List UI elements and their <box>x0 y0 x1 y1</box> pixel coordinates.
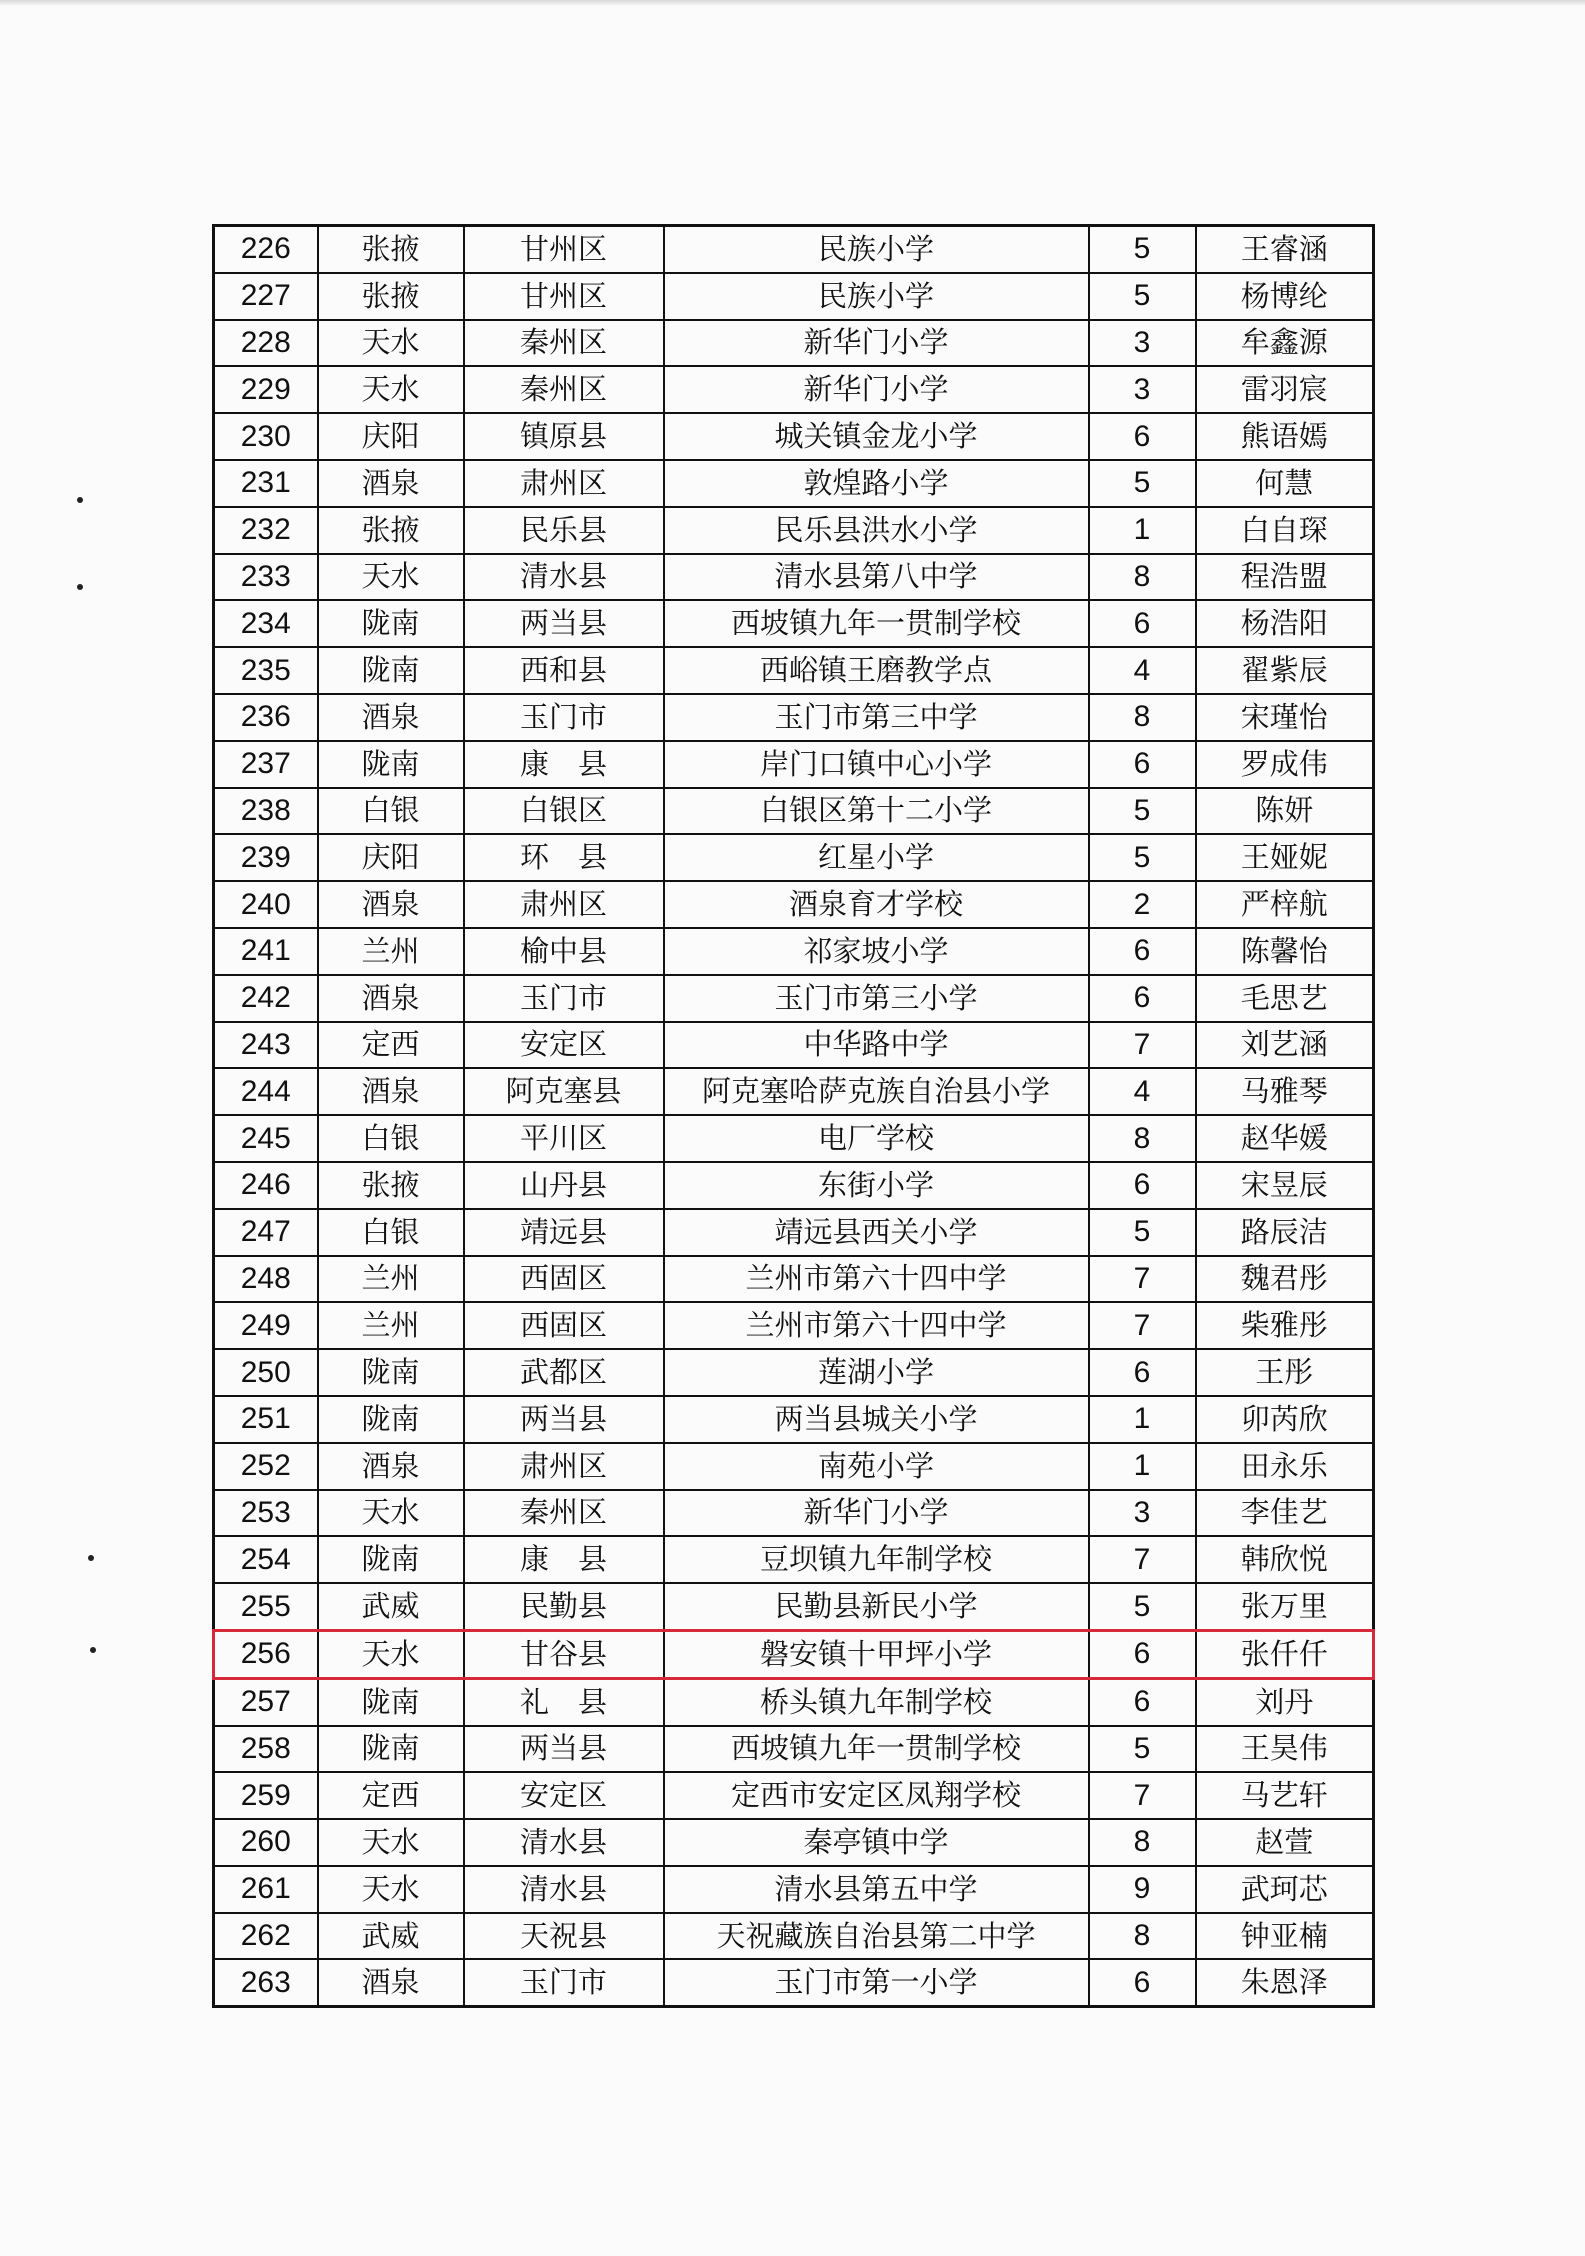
scan-speck <box>77 497 83 503</box>
school-cell: 西坡镇九年一贯制学校 <box>664 1726 1089 1773</box>
grade-cell: 8 <box>1089 1913 1196 1960</box>
row-number: 240 <box>214 881 318 928</box>
row-number: 251 <box>214 1396 318 1443</box>
school-cell: 秦亭镇中学 <box>664 1819 1089 1866</box>
school-cell: 桥头镇九年制学校 <box>664 1678 1089 1725</box>
school-cell: 定西市安定区凤翔学校 <box>664 1772 1089 1819</box>
school-cell: 天祝藏族自治县第二中学 <box>664 1913 1089 1960</box>
district-cell: 天祝县 <box>464 1913 664 1960</box>
student-name-cell: 杨博纶 <box>1196 273 1374 320</box>
student-name-cell: 严梓航 <box>1196 881 1374 928</box>
district-cell: 武都区 <box>464 1349 664 1396</box>
table-row <box>214 1162 1374 1209</box>
table-row <box>214 1726 1374 1773</box>
school-cell: 清水县第五中学 <box>664 1866 1089 1913</box>
student-name-cell: 翟紫辰 <box>1196 647 1374 694</box>
student-name-cell: 陈妍 <box>1196 788 1374 835</box>
row-number: 256 <box>214 1630 318 1678</box>
student-name-cell: 王睿涵 <box>1196 226 1374 273</box>
city-cell: 定西 <box>318 1022 464 1069</box>
school-cell: 电厂学校 <box>664 1115 1089 1162</box>
student-name-cell: 韩欣悦 <box>1196 1536 1374 1583</box>
table-row <box>214 366 1374 413</box>
scan-speck <box>88 1555 94 1561</box>
school-cell: 新华门小学 <box>664 320 1089 367</box>
school-cell: 兰州市第六十四中学 <box>664 1302 1089 1349</box>
city-cell: 天水 <box>318 1866 464 1913</box>
grade-cell: 7 <box>1089 1302 1196 1349</box>
row-number: 233 <box>214 554 318 601</box>
row-number: 260 <box>214 1819 318 1866</box>
grade-cell: 5 <box>1089 460 1196 507</box>
district-cell: 山丹县 <box>464 1162 664 1209</box>
student-name-cell: 武珂芯 <box>1196 1866 1374 1913</box>
district-cell: 西固区 <box>464 1302 664 1349</box>
student-name-cell: 王娅妮 <box>1196 834 1374 881</box>
district-cell: 玉门市 <box>464 694 664 741</box>
row-number: 235 <box>214 647 318 694</box>
student-name-cell: 马雅琴 <box>1196 1068 1374 1115</box>
city-cell: 酒泉 <box>318 1959 464 2006</box>
student-name-cell: 王昊伟 <box>1196 1726 1374 1773</box>
city-cell: 酒泉 <box>318 881 464 928</box>
student-name-cell: 刘丹 <box>1196 1678 1374 1725</box>
city-cell: 酒泉 <box>318 975 464 1022</box>
school-cell: 阿克塞哈萨克族自治县小学 <box>664 1068 1089 1115</box>
district-cell: 阿克塞县 <box>464 1068 664 1115</box>
city-cell: 白银 <box>318 788 464 835</box>
table-row <box>214 226 1374 273</box>
school-cell: 新华门小学 <box>664 366 1089 413</box>
table-row <box>214 1490 1374 1537</box>
grade-cell: 7 <box>1089 1256 1196 1303</box>
scan-speck <box>90 1647 96 1653</box>
city-cell: 陇南 <box>318 1396 464 1443</box>
school-cell: 民族小学 <box>664 273 1089 320</box>
city-cell: 兰州 <box>318 1302 464 1349</box>
table-row <box>214 1630 1374 1678</box>
table-row <box>214 741 1374 788</box>
row-number: 246 <box>214 1162 318 1209</box>
city-cell: 酒泉 <box>318 1068 464 1115</box>
school-cell: 中华路中学 <box>664 1022 1089 1069</box>
row-number: 262 <box>214 1913 318 1960</box>
city-cell: 白银 <box>318 1209 464 1256</box>
grade-cell: 3 <box>1089 1490 1196 1537</box>
school-cell: 莲湖小学 <box>664 1349 1089 1396</box>
student-name-cell: 赵萱 <box>1196 1819 1374 1866</box>
row-number: 261 <box>214 1866 318 1913</box>
school-cell: 东街小学 <box>664 1162 1089 1209</box>
city-cell: 兰州 <box>318 1256 464 1303</box>
roster-body <box>214 226 1374 2007</box>
city-cell: 陇南 <box>318 741 464 788</box>
row-number: 255 <box>214 1583 318 1630</box>
school-cell: 西坡镇九年一贯制学校 <box>664 600 1089 647</box>
grade-cell: 6 <box>1089 1959 1196 2006</box>
table-row <box>214 1536 1374 1583</box>
row-number: 237 <box>214 741 318 788</box>
city-cell: 天水 <box>318 1819 464 1866</box>
district-cell: 环 县 <box>464 834 664 881</box>
district-cell: 靖远县 <box>464 1209 664 1256</box>
city-cell: 陇南 <box>318 1726 464 1773</box>
school-cell: 两当县城关小学 <box>664 1396 1089 1443</box>
student-name-cell: 宋瑾怡 <box>1196 694 1374 741</box>
grade-cell: 6 <box>1089 413 1196 460</box>
district-cell: 肃州区 <box>464 1443 664 1490</box>
student-name-cell: 魏君彤 <box>1196 1256 1374 1303</box>
school-cell: 靖远县西关小学 <box>664 1209 1089 1256</box>
roster-table <box>212 224 1375 2008</box>
district-cell: 安定区 <box>464 1022 664 1069</box>
district-cell: 安定区 <box>464 1772 664 1819</box>
row-number: 249 <box>214 1302 318 1349</box>
school-cell: 玉门市第一小学 <box>664 1959 1089 2006</box>
district-cell: 榆中县 <box>464 928 664 975</box>
scan-speck <box>77 584 83 590</box>
table-row <box>214 1256 1374 1303</box>
row-number: 254 <box>214 1536 318 1583</box>
grade-cell: 9 <box>1089 1866 1196 1913</box>
row-number: 245 <box>214 1115 318 1162</box>
grade-cell: 5 <box>1089 1726 1196 1773</box>
grade-cell: 1 <box>1089 1396 1196 1443</box>
row-number: 247 <box>214 1209 318 1256</box>
grade-cell: 5 <box>1089 788 1196 835</box>
school-cell: 岸门口镇中心小学 <box>664 741 1089 788</box>
city-cell: 张掖 <box>318 507 464 554</box>
district-cell: 秦州区 <box>464 1490 664 1537</box>
city-cell: 陇南 <box>318 600 464 647</box>
city-cell: 定西 <box>318 1772 464 1819</box>
table-row <box>214 788 1374 835</box>
grade-cell: 4 <box>1089 1068 1196 1115</box>
table-row <box>214 1866 1374 1913</box>
student-name-cell: 何慧 <box>1196 460 1374 507</box>
city-cell: 陇南 <box>318 1349 464 1396</box>
table-row <box>214 1209 1374 1256</box>
grade-cell: 1 <box>1089 1443 1196 1490</box>
row-number: 243 <box>214 1022 318 1069</box>
school-cell: 酒泉育才学校 <box>664 881 1089 928</box>
grade-cell: 1 <box>1089 507 1196 554</box>
row-number: 250 <box>214 1349 318 1396</box>
city-cell: 天水 <box>318 320 464 367</box>
city-cell: 兰州 <box>318 928 464 975</box>
grade-cell: 8 <box>1089 1115 1196 1162</box>
district-cell: 两当县 <box>464 1726 664 1773</box>
district-cell: 康 县 <box>464 741 664 788</box>
row-number: 257 <box>214 1678 318 1725</box>
city-cell: 庆阳 <box>318 413 464 460</box>
row-number: 263 <box>214 1959 318 2006</box>
table-row <box>214 694 1374 741</box>
district-cell: 清水县 <box>464 554 664 601</box>
district-cell: 甘州区 <box>464 226 664 273</box>
table-row <box>214 1068 1374 1115</box>
student-name-cell: 熊语嫣 <box>1196 413 1374 460</box>
district-cell: 西和县 <box>464 647 664 694</box>
district-cell: 秦州区 <box>464 320 664 367</box>
row-number: 230 <box>214 413 318 460</box>
district-cell: 甘州区 <box>464 273 664 320</box>
city-cell: 酒泉 <box>318 460 464 507</box>
table-row <box>214 1022 1374 1069</box>
table-row <box>214 1396 1374 1443</box>
row-number: 238 <box>214 788 318 835</box>
row-number: 244 <box>214 1068 318 1115</box>
table-row <box>214 320 1374 367</box>
student-name-cell: 罗成伟 <box>1196 741 1374 788</box>
district-cell: 清水县 <box>464 1866 664 1913</box>
school-cell: 西峪镇王磨教学点 <box>664 647 1089 694</box>
student-name-cell: 程浩盟 <box>1196 554 1374 601</box>
table-row <box>214 1443 1374 1490</box>
table-row <box>214 1583 1374 1630</box>
city-cell: 天水 <box>318 1630 464 1678</box>
row-number: 226 <box>214 226 318 273</box>
student-name-cell: 雷羽宸 <box>1196 366 1374 413</box>
city-cell: 天水 <box>318 554 464 601</box>
district-cell: 康 县 <box>464 1536 664 1583</box>
student-name-cell: 柴雅彤 <box>1196 1302 1374 1349</box>
table-row <box>214 928 1374 975</box>
district-cell: 两当县 <box>464 600 664 647</box>
district-cell: 民勤县 <box>464 1583 664 1630</box>
district-cell: 清水县 <box>464 1819 664 1866</box>
grade-cell: 5 <box>1089 1583 1196 1630</box>
student-name-cell: 陈馨怡 <box>1196 928 1374 975</box>
city-cell: 张掖 <box>318 1162 464 1209</box>
table-row <box>214 1819 1374 1866</box>
grade-cell: 6 <box>1089 1630 1196 1678</box>
table-row <box>214 554 1374 601</box>
school-cell: 南苑小学 <box>664 1443 1089 1490</box>
student-name-cell: 宋昱辰 <box>1196 1162 1374 1209</box>
district-cell: 秦州区 <box>464 366 664 413</box>
school-cell: 玉门市第三小学 <box>664 975 1089 1022</box>
city-cell: 酒泉 <box>318 694 464 741</box>
student-name-cell: 赵华媛 <box>1196 1115 1374 1162</box>
city-cell: 天水 <box>318 366 464 413</box>
student-name-cell: 杨浩阳 <box>1196 600 1374 647</box>
school-cell: 豆坝镇九年制学校 <box>664 1536 1089 1583</box>
row-number: 258 <box>214 1726 318 1773</box>
grade-cell: 7 <box>1089 1536 1196 1583</box>
grade-cell: 5 <box>1089 834 1196 881</box>
student-name-cell: 王彤 <box>1196 1349 1374 1396</box>
grade-cell: 7 <box>1089 1772 1196 1819</box>
table-row <box>214 647 1374 694</box>
row-number: 236 <box>214 694 318 741</box>
grade-cell: 3 <box>1089 366 1196 413</box>
grade-cell: 6 <box>1089 1349 1196 1396</box>
grade-cell: 8 <box>1089 694 1196 741</box>
district-cell: 甘谷县 <box>464 1630 664 1678</box>
table-row <box>214 1349 1374 1396</box>
district-cell: 白银区 <box>464 788 664 835</box>
school-cell: 磐安镇十甲坪小学 <box>664 1630 1089 1678</box>
grade-cell: 5 <box>1089 226 1196 273</box>
district-cell: 镇原县 <box>464 413 664 460</box>
district-cell: 肃州区 <box>464 881 664 928</box>
row-number: 253 <box>214 1490 318 1537</box>
school-cell: 祁家坡小学 <box>664 928 1089 975</box>
row-number: 241 <box>214 928 318 975</box>
student-name-cell: 朱恩泽 <box>1196 1959 1374 2006</box>
city-cell: 武威 <box>318 1583 464 1630</box>
school-cell: 红星小学 <box>664 834 1089 881</box>
student-name-cell: 白自琛 <box>1196 507 1374 554</box>
student-name-cell: 李佳艺 <box>1196 1490 1374 1537</box>
student-name-cell: 钟亚楠 <box>1196 1913 1374 1960</box>
city-cell: 陇南 <box>318 647 464 694</box>
row-number: 248 <box>214 1256 318 1303</box>
district-cell: 玉门市 <box>464 1959 664 2006</box>
city-cell: 庆阳 <box>318 834 464 881</box>
grade-cell: 6 <box>1089 1162 1196 1209</box>
grade-cell: 6 <box>1089 741 1196 788</box>
student-name-cell: 卯芮欣 <box>1196 1396 1374 1443</box>
grade-cell: 5 <box>1089 1209 1196 1256</box>
table-row <box>214 881 1374 928</box>
grade-cell: 7 <box>1089 1022 1196 1069</box>
row-number: 229 <box>214 366 318 413</box>
grade-cell: 8 <box>1089 1819 1196 1866</box>
scan-top-edge <box>0 0 1585 6</box>
table-row <box>214 1959 1374 2006</box>
table-row <box>214 975 1374 1022</box>
row-number: 227 <box>214 273 318 320</box>
city-cell: 武威 <box>318 1913 464 1960</box>
grade-cell: 8 <box>1089 554 1196 601</box>
city-cell: 陇南 <box>318 1678 464 1725</box>
row-number: 234 <box>214 600 318 647</box>
student-name-cell: 牟鑫源 <box>1196 320 1374 367</box>
row-number: 252 <box>214 1443 318 1490</box>
city-cell: 陇南 <box>318 1536 464 1583</box>
student-name-cell: 毛思艺 <box>1196 975 1374 1022</box>
city-cell: 白银 <box>318 1115 464 1162</box>
student-name-cell: 田永乐 <box>1196 1443 1374 1490</box>
city-cell: 张掖 <box>318 226 464 273</box>
student-name-cell: 路辰洁 <box>1196 1209 1374 1256</box>
grade-cell: 4 <box>1089 647 1196 694</box>
grade-cell: 3 <box>1089 320 1196 367</box>
table-row <box>214 834 1374 881</box>
school-cell: 民勤县新民小学 <box>664 1583 1089 1630</box>
school-cell: 新华门小学 <box>664 1490 1089 1537</box>
city-cell: 张掖 <box>318 273 464 320</box>
school-cell: 民族小学 <box>664 226 1089 273</box>
district-cell: 民乐县 <box>464 507 664 554</box>
grade-cell: 6 <box>1089 975 1196 1022</box>
grade-cell: 5 <box>1089 273 1196 320</box>
school-cell: 玉门市第三中学 <box>664 694 1089 741</box>
school-cell: 城关镇金龙小学 <box>664 413 1089 460</box>
district-cell: 肃州区 <box>464 460 664 507</box>
table-row <box>214 1302 1374 1349</box>
grade-cell: 6 <box>1089 600 1196 647</box>
table-row <box>214 1772 1374 1819</box>
student-name-cell: 马艺轩 <box>1196 1772 1374 1819</box>
row-number: 228 <box>214 320 318 367</box>
student-name-cell: 刘艺涵 <box>1196 1022 1374 1069</box>
school-cell: 敦煌路小学 <box>664 460 1089 507</box>
school-cell: 清水县第八中学 <box>664 554 1089 601</box>
student-name-cell: 张仟仟 <box>1196 1630 1374 1678</box>
city-cell: 天水 <box>318 1490 464 1537</box>
school-cell: 白银区第十二小学 <box>664 788 1089 835</box>
district-cell: 两当县 <box>464 1396 664 1443</box>
row-number: 239 <box>214 834 318 881</box>
school-cell: 兰州市第六十四中学 <box>664 1256 1089 1303</box>
table-row <box>214 460 1374 507</box>
city-cell: 酒泉 <box>318 1443 464 1490</box>
grade-cell: 6 <box>1089 928 1196 975</box>
table-row <box>214 1678 1374 1725</box>
grade-cell: 2 <box>1089 881 1196 928</box>
table-row <box>214 413 1374 460</box>
table-row <box>214 1913 1374 1960</box>
row-number: 259 <box>214 1772 318 1819</box>
school-cell: 民乐县洪水小学 <box>664 507 1089 554</box>
row-number: 231 <box>214 460 318 507</box>
table-row <box>214 507 1374 554</box>
table-row <box>214 1115 1374 1162</box>
district-cell: 礼 县 <box>464 1678 664 1725</box>
row-number: 242 <box>214 975 318 1022</box>
district-cell: 平川区 <box>464 1115 664 1162</box>
table-row <box>214 600 1374 647</box>
grade-cell: 6 <box>1089 1678 1196 1725</box>
student-name-cell: 张万里 <box>1196 1583 1374 1630</box>
table-row <box>214 273 1374 320</box>
district-cell: 玉门市 <box>464 975 664 1022</box>
row-number: 232 <box>214 507 318 554</box>
district-cell: 西固区 <box>464 1256 664 1303</box>
